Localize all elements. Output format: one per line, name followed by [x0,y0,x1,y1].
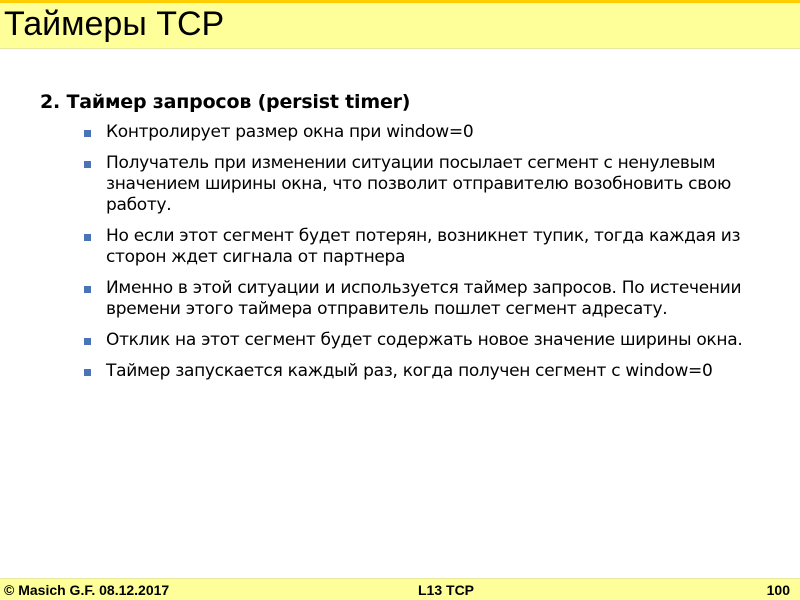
bullet-text: Но если этот сегмент будет потерян, возникнет тупик, тогда каждая из сторон ждет сигнала от партнера [106,226,741,267]
bullet-item [40,122,786,143]
bullet-item [40,153,786,216]
square-bullet-icon [84,130,91,137]
square-bullet-icon [84,286,91,293]
bullet-text: Именно в этой ситуации и используется таймер запросов. По истечении времени этого таймера отправитель пошлет сегмент адресату. [106,278,742,319]
square-bullet-icon [84,369,91,376]
footer-lecture: L13 TCP [418,582,475,598]
bullet-item [40,361,786,382]
footer-author: © Masich G.F. 08.12.2017 [4,582,170,598]
square-bullet-icon [84,161,91,168]
bullet-item [40,278,786,320]
bullet-text: Отклик на этот сегмент будет содержать новое значение ширины окна. [106,330,743,350]
bullet-text: Контролирует размер окна при window=0 [106,122,474,142]
slide-content [40,88,780,392]
footer-page-number: 100 [766,582,790,598]
square-bullet-icon [84,338,91,345]
bullet-item [40,226,786,268]
slide-title: Таймеры TCP [4,5,225,43]
bullet-list [40,122,780,382]
footer-bar [0,578,800,600]
section-heading: 2. Таймер запросов (persist timer) [40,91,411,113]
bullet-item [40,330,786,351]
square-bullet-icon [84,234,91,241]
bullet-text: Получатель при изменении ситуации посылает сегмент с ненулевым значением ширины окна, что позволит отправителю возобновить свою работу. [106,153,732,215]
title-bar [0,0,800,49]
bullet-text: Таймер запускается каждый раз, когда получен сегмент с window=0 [106,361,713,381]
